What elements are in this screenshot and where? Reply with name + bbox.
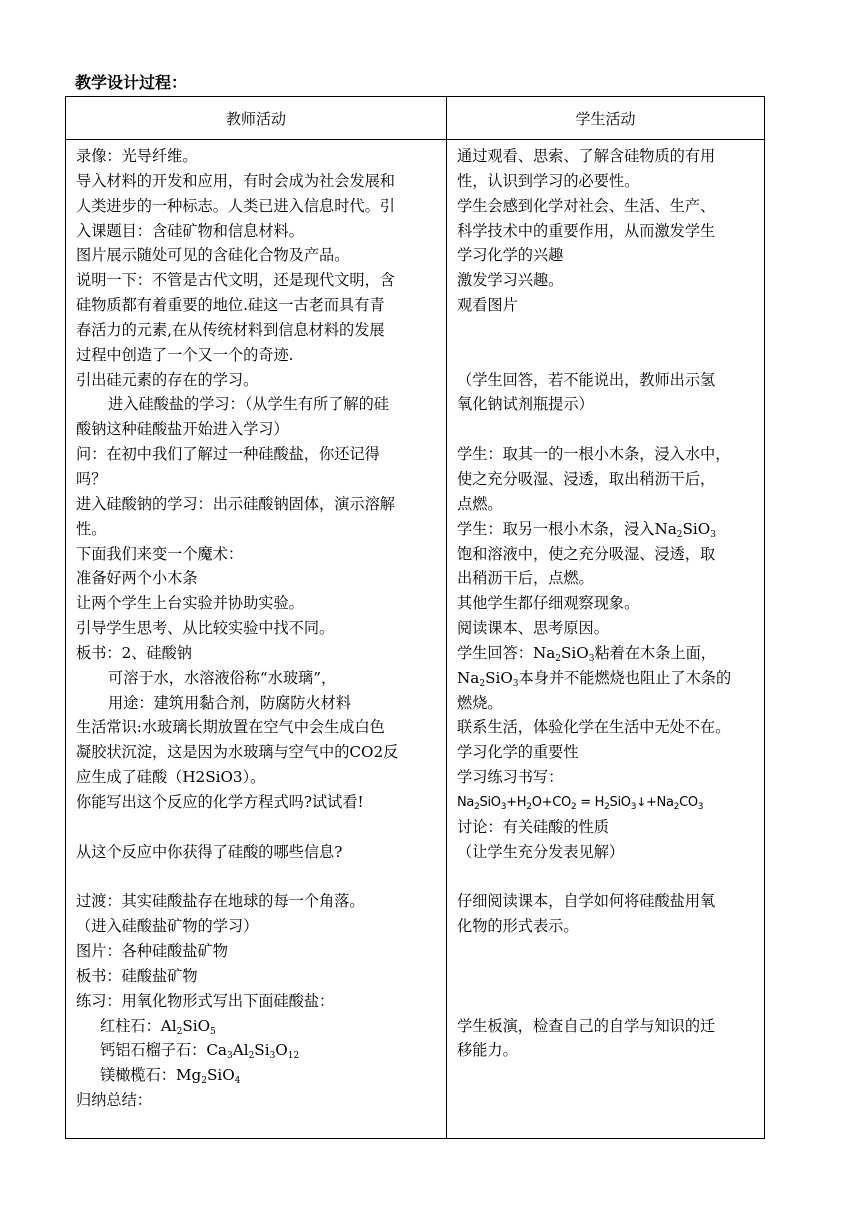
eq-subscript: 3 — [500, 801, 507, 812]
blank-line — [457, 864, 756, 889]
formula-subscript: 2 — [176, 1026, 183, 1037]
formula-part: SiO — [206, 1066, 235, 1085]
formula-part: SiO — [182, 1016, 211, 1035]
teacher-line: 硅物质都有着重要的地位.硅这一古老而具有青 — [76, 296, 385, 315]
formula-part: SiO — [561, 643, 589, 662]
precipitate-arrow-icon: ↓ — [636, 794, 646, 809]
student-line: 其他学生都仔细观察现象。 — [457, 594, 640, 613]
student-line: 出稍沥干后，点燃。 — [457, 569, 594, 588]
student-line: 氧化钠试剂瓶提示） — [457, 395, 594, 414]
teacher-column-header: 教师活动 — [66, 97, 447, 140]
teacher-line: 板书：2、硅酸钠 — [76, 643, 192, 662]
teacher-line: 进入硅酸盐的学习：（从学生有所了解的硅 — [108, 395, 389, 414]
mineral-andalusite — [76, 1014, 438, 1039]
student-line-na2sio3 — [457, 517, 756, 542]
table-body-row — [66, 140, 765, 1139]
formula-part: Na — [532, 643, 556, 662]
mineral-label: 红柱石： — [100, 1016, 161, 1035]
formula-subscript: 2 — [479, 678, 486, 689]
teacher-line: 引导学生思考、从比较实验中找不同。 — [76, 619, 335, 638]
student-line: 讨论：有关硅酸的性质 — [457, 817, 609, 836]
formula-subscript: 5 — [210, 1026, 216, 1037]
formula-part: Si — [254, 1041, 270, 1060]
eq-part: +Na — [645, 794, 674, 810]
student-line: 学生会感到化学对社会、生活、生产、 — [457, 196, 716, 215]
blank-line — [457, 318, 756, 343]
teacher-line: 引出硅元素的存在的学习。 — [76, 370, 259, 389]
student-text: 本身并不能燃烧也阻止了木条的 — [518, 668, 732, 687]
teacher-line: 归纳总结： — [76, 1091, 152, 1110]
formula-subscript: 2 — [555, 653, 562, 664]
eq-subscript: 2 — [604, 801, 610, 812]
student-line: 点燃。 — [457, 494, 503, 513]
formula-subscript: 3 — [269, 1051, 276, 1062]
page-heading: 教学设计过程： — [75, 73, 188, 92]
teacher-line: 准备好两个小木条 — [76, 569, 198, 588]
eq-subscript: 2 — [673, 801, 680, 812]
blank-line — [457, 989, 756, 1014]
blank-line — [76, 815, 438, 840]
formula-part: O — [275, 1041, 288, 1060]
lesson-plan-table — [65, 96, 765, 1139]
formula-part: Ca — [206, 1041, 227, 1060]
eq-part: = H — [576, 794, 605, 810]
student-line: 联系生活，体验化学在生活中无处不在。 — [457, 718, 731, 737]
student-line: 通过观看、思索、了解含硅物质的有用 — [457, 147, 716, 165]
student-line: 观看图片 — [457, 296, 518, 315]
student-text: 粘着在木条上面， — [594, 643, 716, 662]
eq-subscript: 2 — [474, 801, 480, 812]
teacher-line: 吗？ — [76, 469, 107, 488]
student-line: 学习练习书写： — [457, 768, 564, 787]
teacher-line: 图片：各种硅酸盐矿物 — [76, 942, 228, 960]
teacher-line: 练习：用氧化物形式写出下面硅酸盐： — [76, 991, 335, 1010]
student-line: 化物的形式表示。 — [457, 917, 579, 936]
blank-line — [457, 939, 756, 964]
formula-subscript: 2 — [676, 529, 683, 540]
teacher-line: 问：在初中我们了解过一种硅酸盐，你还记得 — [76, 445, 380, 464]
teacher-activity-cell — [66, 140, 447, 1139]
student-line: 学生板演，检查自己的自学与知识的迁 — [457, 1016, 716, 1035]
student-line: 使之充分吸湿、浸透，取出稍沥干后， — [457, 469, 716, 488]
eq-part: SiO — [609, 794, 631, 810]
blank-line — [76, 864, 438, 889]
eq-subscript: 3 — [630, 801, 637, 812]
teacher-line: 生活常识:水玻璃长期放置在空气中会生成白色 — [76, 718, 385, 737]
teacher-line: （进入硅酸盐矿物的学习） — [76, 917, 259, 936]
student-text: 学生回答： — [457, 643, 533, 662]
teacher-line: 春活力的元素,在从传统材料到信息材料的发展 — [76, 320, 385, 339]
teacher-line: 图片展示随处可见的含硅化合物及产品。 — [76, 246, 350, 265]
teacher-line: 导入材料的开发和应用，有时会成为社会发展和 — [76, 171, 395, 190]
formula-part: SiO — [682, 519, 711, 538]
blank-line — [457, 343, 756, 368]
formula-subscript: 2 — [248, 1051, 255, 1062]
student-line-na2sio3-2 — [457, 666, 756, 691]
teacher-line: 应生成了硅酸（H2SiO3）。 — [76, 768, 266, 787]
teacher-line: 录像：光导纤维。 — [76, 147, 198, 165]
mineral-forsterite — [76, 1063, 438, 1088]
student-line: （学生回答，若不能说出，教师出示氢 — [457, 370, 716, 389]
student-line: 科学技术中的重要作用，从而激发学生 — [457, 221, 716, 240]
blank-line — [457, 964, 756, 989]
teacher-line: 性。 — [76, 519, 107, 538]
formula-subscript: 2 — [201, 1076, 207, 1087]
student-line: 性，认识到学习的必要性。 — [457, 171, 640, 190]
eq-subscript: 2 — [526, 801, 532, 812]
eq-part: O+CO — [531, 794, 571, 810]
teacher-line: 进入硅酸钠的学习：出示硅酸钠固体，演示溶解 — [76, 494, 395, 513]
teacher-line: 用途：建筑用黏合剂，防腐防火材料 — [108, 693, 351, 712]
formula-subscript: 3 — [512, 678, 519, 689]
eq-part: CO — [679, 794, 698, 810]
teacher-line: 说明一下：不管是古代文明，还是现代文明，含 — [76, 271, 395, 290]
student-line: 阅读课本、思考原因。 — [457, 619, 609, 638]
teacher-line: 下面我们来变一个魔术： — [76, 544, 244, 563]
student-column-header: 学生活动 — [447, 97, 765, 140]
student-line: （让学生充分发表见解） — [457, 842, 625, 861]
formula-part: Mg — [175, 1066, 202, 1085]
student-text: 学生：取另一根小木条，浸入 — [457, 519, 655, 538]
mineral-label: 钙铝石榴子石： — [100, 1041, 207, 1060]
teacher-line: 你能写出这个反应的化学方程式吗?试试看! — [76, 792, 364, 811]
eq-part: Na — [457, 794, 475, 810]
formula-part: Na — [654, 519, 677, 538]
teacher-line: 入课题目：含硅矿物和信息材料。 — [76, 221, 304, 240]
blank-line — [457, 417, 756, 442]
student-line: 燃烧。 — [457, 693, 503, 712]
eq-part: +H — [506, 794, 527, 810]
formula-part: SiO — [485, 668, 513, 687]
table-header-row — [66, 97, 765, 140]
teacher-line: 让两个学生上台实验并协助实验。 — [76, 594, 304, 613]
formula-subscript: 3 — [588, 653, 595, 664]
student-line: 仔细阅读课本，自学如何将硅酸盐用氧 — [457, 892, 716, 911]
teacher-line: 过渡：其实硅酸盐存在地球的每一个角落。 — [76, 892, 365, 911]
student-answer-line — [457, 641, 756, 666]
student-line: 学生：取其一的一根小木条，浸入水中， — [457, 445, 731, 464]
teacher-line: 可溶于水，水溶液俗称“水玻璃”， — [108, 668, 337, 687]
mineral-label: 镁橄榄石： — [100, 1066, 176, 1085]
formula-subscript: 4 — [234, 1076, 241, 1087]
eq-subscript: 2 — [570, 801, 577, 812]
student-line: 激发学习兴趣。 — [457, 271, 564, 290]
formula-part: Al — [232, 1041, 249, 1060]
formula-subscript: 3 — [710, 529, 716, 540]
mineral-grossular — [76, 1038, 438, 1063]
formula-part: Al — [160, 1016, 177, 1035]
formula-part: Na — [457, 668, 480, 687]
teacher-line: 板书：硅酸盐矿物 — [76, 966, 198, 985]
chemical-equation — [457, 790, 756, 815]
teacher-line: 酸钠这种硅酸盐开始进入学习） — [76, 420, 289, 439]
eq-part: SiO — [479, 794, 501, 810]
eq-subscript: 3 — [697, 801, 704, 812]
student-line: 学习化学的兴趣 — [457, 246, 564, 265]
teacher-line: 从这个反应中你获得了硅酸的哪些信息? — [76, 842, 343, 861]
teacher-line: 过程中创造了一个又一个的奇迹. — [76, 345, 294, 364]
student-line: 移能力。 — [457, 1041, 518, 1060]
teacher-line: 人类进步的一种标志。人类已进入信息时代。引 — [76, 196, 395, 215]
formula-subscript: 3 — [227, 1051, 233, 1062]
student-line: 学习化学的重要性 — [457, 743, 579, 762]
teacher-line: 凝胶状沉淀，这是因为水玻璃与空气中的CO2反 — [76, 743, 399, 762]
student-activity-cell — [447, 140, 765, 1139]
formula-subscript: 12 — [287, 1051, 300, 1062]
student-line: 饱和溶液中，使之充分吸湿、浸透，取 — [457, 544, 716, 563]
